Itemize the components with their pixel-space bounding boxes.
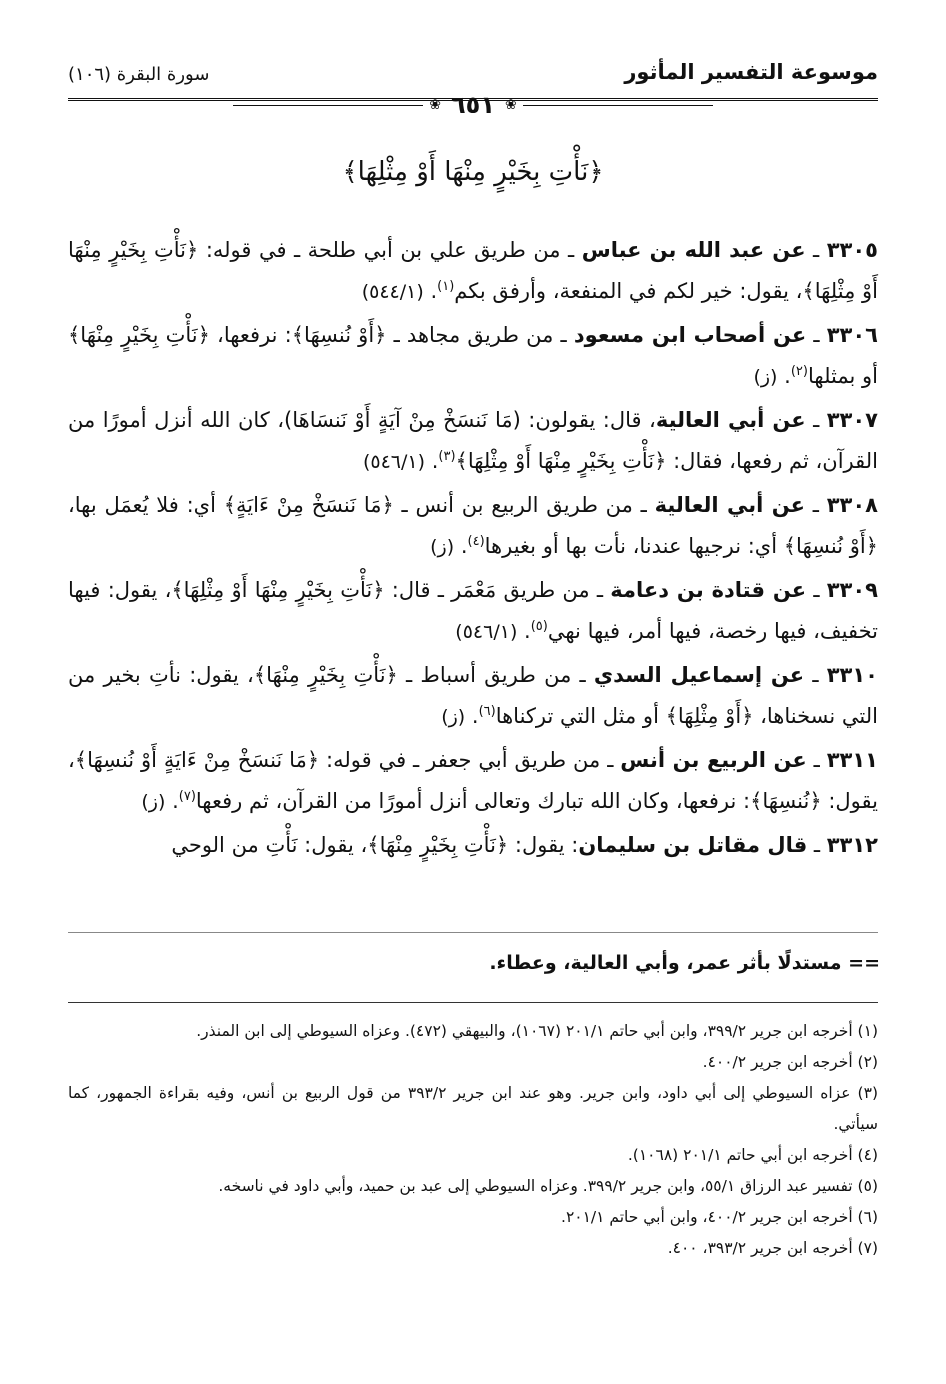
ornament-icon: ❀ bbox=[429, 97, 442, 113]
footnotes-divider bbox=[68, 1002, 878, 1003]
page-number-rule bbox=[523, 105, 713, 106]
narration-number: ٣٣٠٧ bbox=[826, 408, 878, 432]
narration-body: ـ من طريق أبي جعفر ـ في قوله: ﴿مَا نَنسَخْ مِنْ ءَايَةٍ أَوْ نُنسِهَا﴾، يقول: ﴿نُنسِهَا﴾: نرفعها، وكان الله تبارك وتعالى أنزل أمورًا من القرآن، ثم رفعها bbox=[68, 748, 878, 813]
footnote: (٢) أخرجه ابن جرير ٤٠٠/٢. bbox=[702, 1053, 878, 1071]
narrations-list bbox=[68, 230, 878, 868]
narration-source: عن أصحاب ابن مسعود bbox=[573, 323, 807, 347]
page-number-bar bbox=[68, 90, 878, 120]
footnote: (٣) عزاه السيوطي إلى أبي داود، وابن جرير. وهو عند ابن جرير ٣٩٣/٢ من قول الربيع بن أنس، وفيه بقراءة الجمهور، كما سيأتي. bbox=[68, 1084, 878, 1133]
narration-source: عن أبي العالية bbox=[654, 493, 806, 517]
page-number: ٦٥١ bbox=[451, 91, 495, 119]
book-title: موسوعة التفسير المأثور bbox=[624, 60, 878, 84]
footnote-marker[interactable]: (٦) bbox=[478, 704, 496, 719]
narration-reference: (ز) bbox=[753, 366, 778, 388]
narration-source: عن الربيع بن أنس bbox=[620, 748, 807, 772]
narration-item: ٣٣١١ ـ عن الربيع بن أنس ـ من طريق أبي جعفر ـ في قوله: ﴿مَا نَنسَخْ مِنْ ءَايَةٍ أَوْ نُنسِهَا﴾، يقول: ﴿نُنسِهَا﴾: نرفعها، وكان الله تبارك وتعالى أنزل أمورًا من القرآن، ثم رفعها$^{(٧)}$. (ز) bbox=[68, 748, 878, 813]
narration-item: ٣٣٠٥ ـ عن عبد الله بن عباس ـ من طريق علي بن أبي طلحة ـ في قوله: ﴿نَأْتِ بِخَيْرٍ مِنْهَا أَوْ مِثْلِهَا﴾، يقول: خير لكم في المنفعة، وأرفق بكم$^{(١)}$. (٥٤٤/١) bbox=[68, 238, 878, 303]
narration-number: ٣٣١٢ bbox=[826, 833, 878, 857]
book-page bbox=[68, 40, 878, 1360]
footnote: (٦) أخرجه ابن جرير ٤٠٠/٢، وابن أبي حاتم ٢٠١/١. bbox=[561, 1208, 878, 1226]
footnote: (١) أخرجه ابن جرير ٣٩٩/٢، وابن أبي حاتم ٢٠١/١ (١٠٦٧)، والبيهقي (٤٧٢). وعزاه السيوطي إلى ابن المنذر. bbox=[196, 1022, 878, 1040]
narration-body: ـ من طريق مَعْمَر ـ قال: ﴿نَأْتِ بِخَيْرٍ مِنْهَا أَوْ مِثْلِهَا﴾، يقول: فيها تخفيف، فيها رخصة، فيها أمر، فيها نهي bbox=[68, 578, 878, 643]
narration-number: ٣٣٠٦ bbox=[826, 323, 878, 347]
narration-item: ٣٣٠٧ ـ عن أبي العالية، قال: يقولون: (مَا نَنسَخْ مِنْ آيَةٍ أَوْ نَنسَاهَا)، كان الله أنزل أمورًا من القرآن، ثم رفعها، فقال: ﴿نَأْتِ بِخَيْرٍ مِنْهَا أَوْ مِثْلِهَا﴾$^{(٣)}$. (٥٤٦/١) bbox=[68, 408, 878, 473]
narration-reference: (ز) bbox=[141, 791, 166, 813]
footnote: (٤) أخرجه ابن أبي حاتم ٢٠١/١ (١٠٦٨). bbox=[627, 1146, 878, 1164]
narration-source: قال مقاتل بن سليمان bbox=[578, 833, 808, 857]
narration-item: ٣٣٠٨ ـ عن أبي العالية ـ من طريق الربيع بن أنس ـ ﴿مَا نَنسَخْ مِنْ ءَايَةٍ﴾ أي: فلا يُعمَل بها، ﴿أَوْ نُنسِهَا﴾ أي: نرجيها عندنا، نأت بها أو بغيرها$^{(٤)}$. (ز) bbox=[68, 493, 878, 558]
footnote-marker[interactable]: (٢) bbox=[790, 364, 808, 379]
footnotes-list bbox=[68, 1016, 878, 1264]
narration-source: عن إسماعيل السدي bbox=[593, 663, 805, 687]
narration-body: : يقول: ﴿نَأْتِ بِخَيْرٍ مِنْهَا﴾، يقول: نَأْتِ من الوحي bbox=[171, 833, 579, 857]
narration-item: ٣٣١٢ ـ قال مقاتل بن سليمان: يقول: ﴿نَأْتِ بِخَيْرٍ مِنْهَا﴾، يقول: نَأْتِ من الوحي bbox=[171, 833, 878, 857]
narration-number: ٣٣١١ bbox=[826, 748, 878, 772]
narration-body: ـ من طريق أسباط ـ ﴿نَأْتِ بِخَيْرٍ مِنْهَا﴾، يقول: نأتِ بخير من التي نسخناها، ﴿أَوْ مِثْلِهَا﴾ أو مثل التي تركناها bbox=[68, 663, 878, 728]
footnote: (٥) تفسير عبد الرزاق ٥٥/١، وابن جرير ٣٩٩/٢. وعزاه السيوطي إلى عبد بن حميد، وأبي داود في ناسخه. bbox=[218, 1177, 878, 1195]
surah-label: سورة البقرة (١٠٦) bbox=[68, 64, 210, 85]
narration-number: ٣٣٠٩ bbox=[826, 578, 878, 602]
narration-reference: (٥٤٦/١) bbox=[362, 451, 426, 473]
footnote-marker[interactable]: (٤) bbox=[467, 534, 485, 549]
narration-number: ٣٣٠٥ bbox=[826, 238, 878, 262]
narration-source: عن قتادة بن دعامة bbox=[610, 578, 807, 602]
page-number-rule bbox=[233, 105, 423, 106]
narration-body: ـ من طريق الربيع بن أنس ـ ﴿مَا نَنسَخْ مِنْ ءَايَةٍ﴾ أي: فلا يُعمَل بها، ﴿أَوْ نُنسِهَا﴾ أي: نرجيها عندنا، نأت بها أو بغيرها bbox=[68, 493, 878, 558]
narration-item: ٣٣٠٦ ـ عن أصحاب ابن مسعود ـ من طريق مجاهد ـ ﴿أَوْ نُنسِهَا﴾: نرفعها، ﴿نَأْتِ بِخَيْرٍ مِنْهَا﴾ أو بمثلها$^{(٢)}$. (ز) bbox=[68, 323, 878, 388]
narration-item: ٣٣٠٩ ـ عن قتادة بن دعامة ـ من طريق مَعْمَر ـ قال: ﴿نَأْتِ بِخَيْرٍ مِنْهَا أَوْ مِثْلِهَا﴾، يقول: فيها تخفيف، فيها رخصة، فيها أمر، فيها نهي$^{(٥)}$. (٥٤٦/١) bbox=[68, 578, 878, 643]
narration-body: ، قال: يقولون: (مَا نَنسَخْ مِنْ آيَةٍ أَوْ نَنسَاهَا)، كان الله أنزل أمورًا من القرآن، ثم رفعها، فقال: ﴿نَأْتِ بِخَيْرٍ مِنْهَا أَوْ مِثْلِهَا﴾ bbox=[68, 408, 878, 473]
narration-number: ٣٣١٠ bbox=[826, 663, 878, 687]
verse-heading: ﴿نَأْتِ بِخَيْرٍ مِنْهَا أَوْ مِثْلِهَا﴾ bbox=[342, 157, 604, 187]
narration-reference: (ز) bbox=[430, 536, 455, 558]
footnote-marker[interactable]: (٧) bbox=[178, 789, 196, 804]
narration-body: ـ من طريق علي بن أبي طلحة ـ في قوله: ﴿نَأْتِ بِخَيْرٍ مِنْهَا أَوْ مِثْلِهَا﴾، يقول: خير لكم في المنفعة، وأرفق بكم bbox=[68, 238, 878, 303]
footnote-marker[interactable]: (١) bbox=[437, 279, 455, 294]
footnote-marker[interactable]: (٣) bbox=[438, 449, 456, 464]
narration-number: ٣٣٠٨ bbox=[826, 493, 878, 517]
narration-source: عن عبد الله بن عباس bbox=[581, 238, 806, 262]
footnote: (٧) أخرجه ابن جرير ٣٩٣/٢، ٤٠٠. bbox=[667, 1239, 878, 1257]
narration-reference: (٥٤٦/١) bbox=[455, 621, 518, 643]
narration-reference: (ز) bbox=[441, 706, 466, 728]
ornament-icon: ❀ bbox=[504, 97, 517, 113]
narration-item: ٣٣١٠ ـ عن إسماعيل السدي ـ من طريق أسباط ـ ﴿نَأْتِ بِخَيْرٍ مِنْهَا﴾، يقول: نأتِ بخير من التي نسخناها، ﴿أَوْ مِثْلِهَا﴾ أو مثل التي تركناها$^{(٦)}$. (ز) bbox=[68, 663, 878, 728]
narration-source: عن أبي العالية bbox=[655, 408, 806, 432]
narration-reference: (٥٤٤/١) bbox=[361, 281, 424, 303]
footnote-marker[interactable]: (٥) bbox=[530, 619, 548, 634]
continuation-note: == مستدلًا بأثر عمر، وأبي العالية، وعطاء. bbox=[489, 952, 880, 974]
narration-body: ـ من طريق مجاهد ـ ﴿أَوْ نُنسِهَا﴾: نرفعها، ﴿نَأْتِ بِخَيْرٍ مِنْهَا﴾ أو بمثلها bbox=[68, 323, 878, 388]
continuation-divider bbox=[68, 932, 878, 933]
